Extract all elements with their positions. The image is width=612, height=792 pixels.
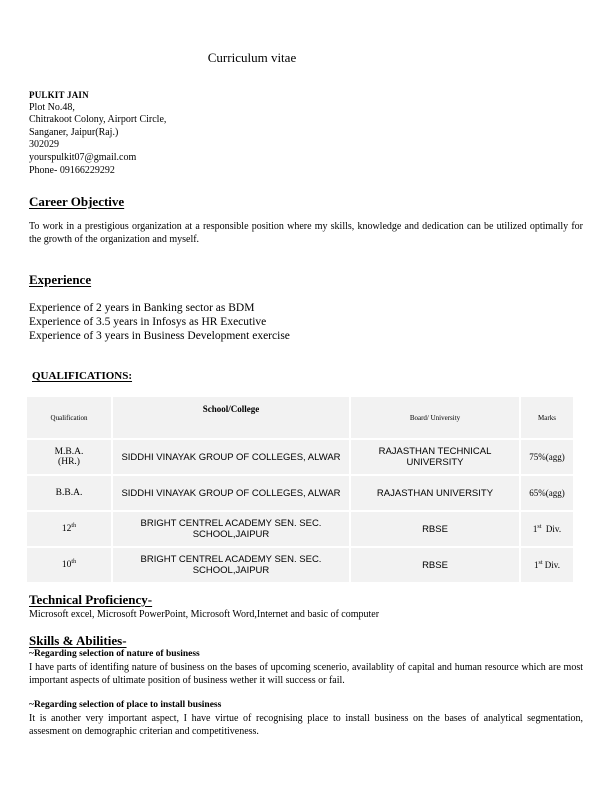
table-row: [27, 440, 573, 474]
board-cell: RBSE: [351, 512, 519, 546]
marks-cell: 75%(agg): [521, 440, 573, 474]
marks-cell: 1st Div.: [521, 512, 573, 546]
experience-list: [29, 301, 290, 343]
qualifications-heading: QUALIFICATIONS:: [32, 370, 133, 382]
experience-heading: Experience: [29, 272, 92, 287]
header-school: School/College: [113, 397, 349, 438]
qualification-cell: 12th: [27, 512, 111, 546]
technical-text: Microsoft excel, Microsoft PowerPoint, Microsoft Word,Internet and basic of computer: [29, 609, 380, 620]
table-row: [27, 548, 573, 582]
header-board: Board/ University: [351, 397, 519, 438]
technical-heading: Technical Proficiency-: [29, 592, 153, 607]
contact-block: [29, 89, 166, 177]
address-line-2: Chitrakoot Colony, Airport Circle,: [29, 114, 167, 126]
candidate-name: PULKIT JAIN: [29, 90, 89, 100]
experience-item: Experience of 2 years in Banking sector as BDM: [29, 302, 255, 314]
skills-text-2: It is another very important aspect, I have virtue of recognising place to install business on the bases of analytical segmentation, assesment on demographic criterian and competitiveness.: [29, 713, 583, 737]
pin-code: 302029: [29, 139, 59, 151]
qualification-cell: M.B.A. (HR.): [27, 440, 111, 474]
qualification-cell: 10th: [27, 548, 111, 582]
marks-cell: 1st Div.: [521, 548, 573, 582]
school-cell: BRIGHT CENTREL ACADEMY SEN. SEC. SCHOOL,JAIPUR: [113, 548, 349, 582]
experience-item: Experience of 3.5 years in Infosys as HR Executive: [29, 316, 267, 328]
header-marks: Marks: [521, 397, 573, 438]
skills-text-1: I have parts of identifing nature of business on the bases of upcoming scenerio, availablity of capital and human resource which are most important aspects of ultimate position of business wether it will success or fail.: [29, 662, 583, 686]
header-qualification: Qualification: [27, 397, 111, 438]
qualification-cell: B.B.A.: [27, 476, 111, 510]
school-cell: BRIGHT CENTREL ACADEMY SEN. SEC. SCHOOL,JAIPUR: [113, 512, 349, 546]
qualifications-table: [25, 395, 575, 584]
phone: Phone- 09166229292: [29, 164, 115, 176]
document-title: Curriculum vitae: [207, 50, 297, 65]
board-cell: RBSE: [351, 548, 519, 582]
career-objective-heading: Career Objective: [29, 194, 125, 209]
email: yourspulkit07@gmail.com: [29, 151, 137, 163]
table-row: [27, 512, 573, 546]
board-cell: RAJASTHAN TECHNICAL UNIVERSITY: [351, 440, 519, 474]
skills-heading: Skills & Abilities-: [29, 633, 127, 648]
school-cell: SIDDHI VINAYAK GROUP OF COLLEGES, ALWAR: [113, 476, 349, 510]
experience-item: Experience of 3 years in Business Development exercise: [29, 330, 290, 342]
table-row: [27, 476, 573, 510]
address-line-3: Sanganer, Jaipur(Raj.): [29, 126, 119, 138]
skills-subheading-2: ~Regarding selection of place to install business: [29, 700, 222, 710]
school-cell: SIDDHI VINAYAK GROUP OF COLLEGES, ALWAR: [113, 440, 349, 474]
board-cell: RAJASTHAN UNIVERSITY: [351, 476, 519, 510]
table-header-row: [27, 397, 573, 438]
address-line-1: Plot No.48,: [29, 101, 75, 113]
career-objective-text: To work in a prestigious organization at a responsible position where my skills, knowledge and dedication can be utilized optimally for the growth of the organization and myself.: [29, 221, 583, 245]
skills-subheading-1: ~Regarding selection of nature of business: [29, 649, 200, 659]
marks-cell: 65%(agg): [521, 476, 573, 510]
